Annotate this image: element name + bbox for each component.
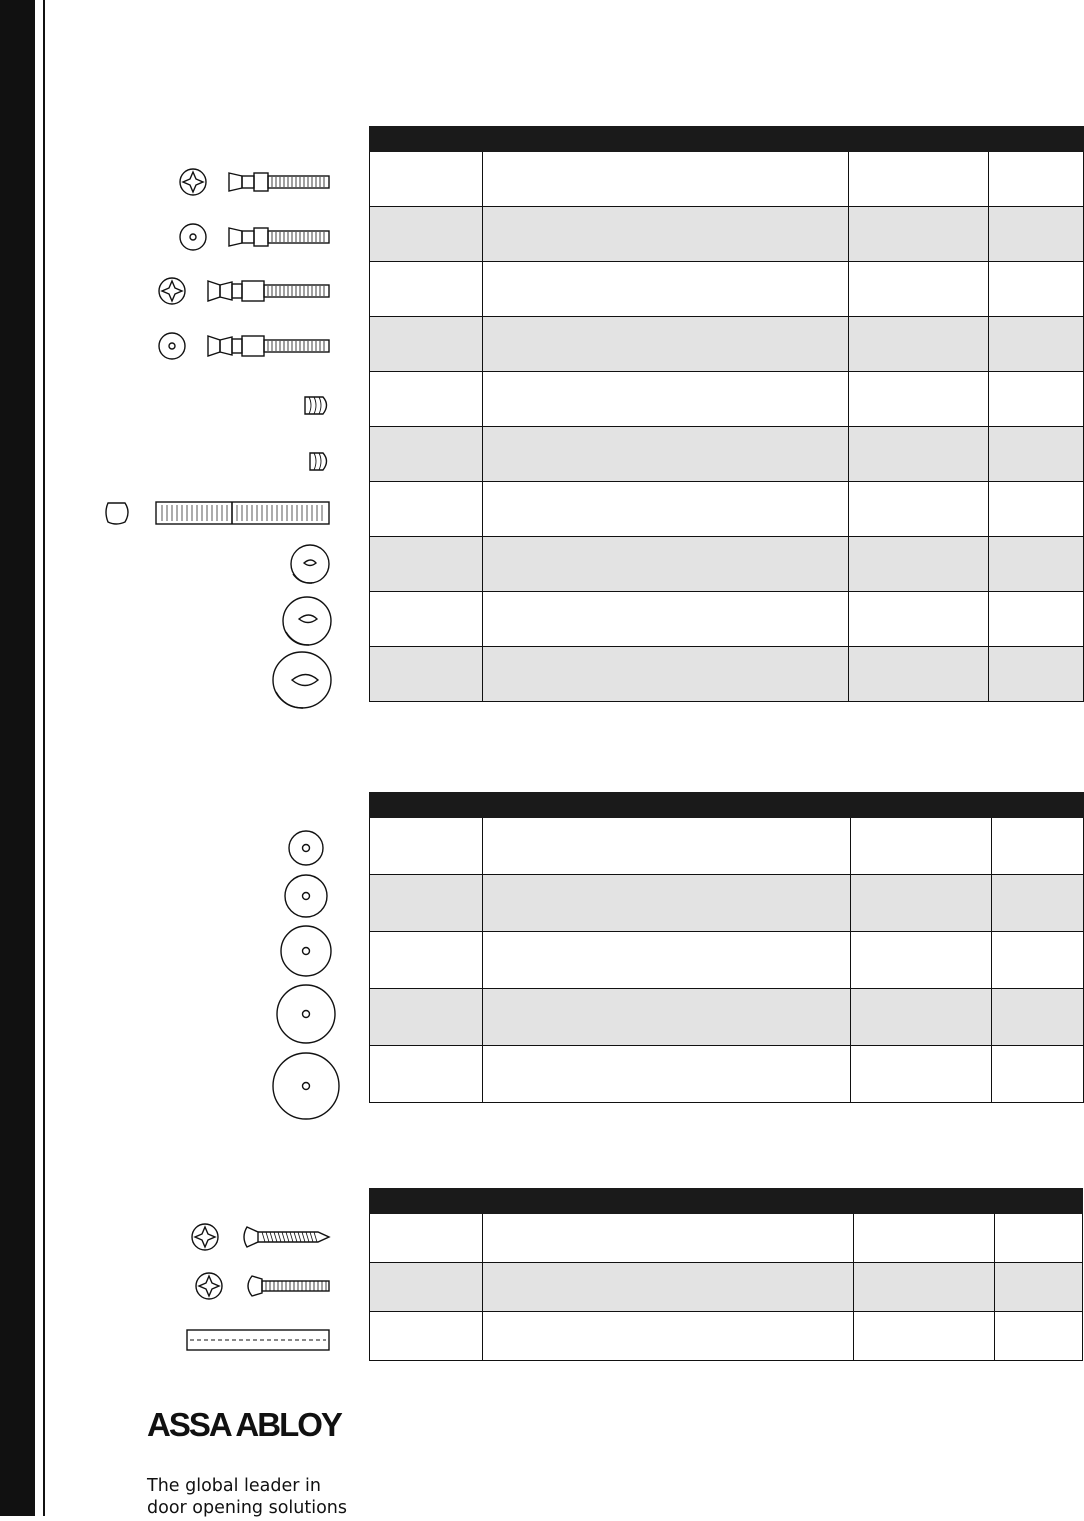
- table-cell: [989, 592, 1084, 647]
- table-cell: [370, 152, 483, 207]
- table-row: [370, 372, 1084, 427]
- table-cell: [483, 427, 849, 482]
- table-cell: [851, 989, 992, 1046]
- header-cell: [849, 127, 989, 152]
- table-cell: [370, 932, 483, 989]
- table-cell: [483, 152, 849, 207]
- header-cell: [851, 793, 992, 818]
- spacer-medium-icon: [283, 597, 331, 645]
- table-cell: [370, 207, 483, 262]
- table-cell: [483, 592, 849, 647]
- washer-1-icon: [289, 831, 323, 865]
- header-cell: [995, 1189, 1083, 1214]
- shouldered-sex-bolt-icon: [159, 333, 329, 359]
- header-cell: [989, 127, 1084, 152]
- table-header-row: [370, 793, 1084, 818]
- table-row: [370, 989, 1084, 1046]
- table-cell: [370, 427, 483, 482]
- table-row: [370, 1214, 1083, 1263]
- table-cell: [849, 537, 989, 592]
- washer-3-icon: [281, 926, 331, 976]
- washer-4-icon: [277, 985, 335, 1043]
- brand-tagline: [147, 1475, 347, 1519]
- phillips-flat-head-sex-bolt-icon: [180, 169, 329, 195]
- table-cell: [370, 647, 483, 702]
- table-cell: [370, 372, 483, 427]
- table-cell: [992, 989, 1084, 1046]
- table-cell: [851, 818, 992, 875]
- table-row: [370, 427, 1084, 482]
- table-cell: [989, 152, 1084, 207]
- table-cell: [483, 1214, 854, 1263]
- table-cell: [992, 818, 1084, 875]
- table-cell: [370, 1046, 483, 1103]
- short-grommet-nut-icon: [310, 453, 327, 470]
- table-cell: [483, 875, 851, 932]
- header-cell: [483, 1189, 854, 1214]
- table-row: [370, 1263, 1083, 1312]
- header-cell: [483, 127, 849, 152]
- fasteners-table: [369, 1188, 1083, 1361]
- washer-2-icon: [285, 875, 327, 917]
- table-cell: [995, 1312, 1083, 1361]
- table-cell: [483, 1312, 854, 1361]
- table-row: [370, 818, 1084, 875]
- table-cell: [483, 372, 849, 427]
- table-row: [370, 152, 1084, 207]
- table-cell: [483, 647, 849, 702]
- table-cell: [370, 537, 483, 592]
- table-cell: [849, 592, 989, 647]
- table-row: [370, 537, 1084, 592]
- table-cell: [483, 482, 849, 537]
- table-cell: [992, 932, 1084, 989]
- phillips-machine-screw-icon: [196, 1273, 329, 1299]
- tagline-line-1: The global leader in: [147, 1476, 321, 1496]
- table-row: [370, 1046, 1084, 1103]
- table-cell: [849, 207, 989, 262]
- table-cell: [989, 372, 1084, 427]
- table-row: [370, 875, 1084, 932]
- hardware-table: [369, 126, 1084, 702]
- table-cell: [483, 317, 849, 372]
- table-cell: [370, 818, 483, 875]
- table-cell: [992, 875, 1084, 932]
- tagline-line-2: door opening solutions: [147, 1498, 347, 1518]
- assa-abloy-logo: ASSA ABLOY: [147, 1406, 341, 1443]
- washer-5-icon: [273, 1053, 339, 1119]
- parts-illustrations: [0, 0, 369, 1400]
- table-cell: [483, 932, 851, 989]
- table-cell: [483, 1046, 851, 1103]
- table-row: [370, 482, 1084, 537]
- header-cell: [370, 793, 483, 818]
- table-row: [370, 647, 1084, 702]
- table-cell: [851, 1046, 992, 1103]
- table-cell: [370, 989, 483, 1046]
- table-cell: [370, 1312, 483, 1361]
- table-cell: [849, 262, 989, 317]
- table-cell: [854, 1214, 995, 1263]
- rod-icon: [187, 1330, 329, 1350]
- table-cell: [370, 875, 483, 932]
- table-row: [370, 207, 1084, 262]
- table-cell: [849, 152, 989, 207]
- table-cell: [370, 262, 483, 317]
- table-cell: [849, 317, 989, 372]
- table-cell: [989, 647, 1084, 702]
- table-cell: [989, 482, 1084, 537]
- table-cell: [851, 932, 992, 989]
- flat-head-sex-bolt-icon: [180, 224, 329, 250]
- table-cell: [989, 317, 1084, 372]
- table-header-row: [370, 1189, 1083, 1214]
- table-cell: [854, 1263, 995, 1312]
- washers-table: [369, 792, 1084, 1103]
- table-cell: [995, 1263, 1083, 1312]
- header-cell: [992, 793, 1084, 818]
- table-cell: [989, 537, 1084, 592]
- table-cell: [483, 207, 849, 262]
- table-cell: [989, 207, 1084, 262]
- table-cell: [370, 1263, 483, 1312]
- header-cell: [370, 1189, 483, 1214]
- table-cell: [849, 427, 989, 482]
- table-row: [370, 317, 1084, 372]
- table-cell: [483, 989, 851, 1046]
- table-cell: [370, 482, 483, 537]
- table-row: [370, 262, 1084, 317]
- table-cell: [370, 317, 483, 372]
- header-cell: [483, 793, 851, 818]
- brand-block: [147, 1408, 347, 1519]
- table-cell: [370, 1214, 483, 1263]
- spacer-large-icon: [273, 652, 331, 708]
- table-row: [370, 932, 1084, 989]
- table-row: [370, 1312, 1083, 1361]
- table-cell: [483, 818, 851, 875]
- table-cell: [851, 875, 992, 932]
- table-cell: [483, 1263, 854, 1312]
- threaded-rod-icon: [106, 502, 329, 524]
- table-cell: [370, 592, 483, 647]
- phillips-shouldered-sex-bolt-icon: [159, 278, 329, 304]
- table-cell: [849, 372, 989, 427]
- table-cell: [849, 647, 989, 702]
- table-cell: [483, 537, 849, 592]
- table-cell: [992, 1046, 1084, 1103]
- table-cell: [483, 262, 849, 317]
- table-cell: [989, 262, 1084, 317]
- header-cell: [370, 127, 483, 152]
- table-cell: [849, 482, 989, 537]
- phillips-wood-screw-icon: [192, 1224, 329, 1250]
- table-header-row: [370, 127, 1084, 152]
- table-cell: [995, 1214, 1083, 1263]
- table-row: [370, 592, 1084, 647]
- threaded-grommet-nut-icon: [305, 397, 327, 414]
- table-cell: [854, 1312, 995, 1361]
- table-cell: [989, 427, 1084, 482]
- header-cell: [854, 1189, 995, 1214]
- spacer-small-icon: [291, 545, 329, 583]
